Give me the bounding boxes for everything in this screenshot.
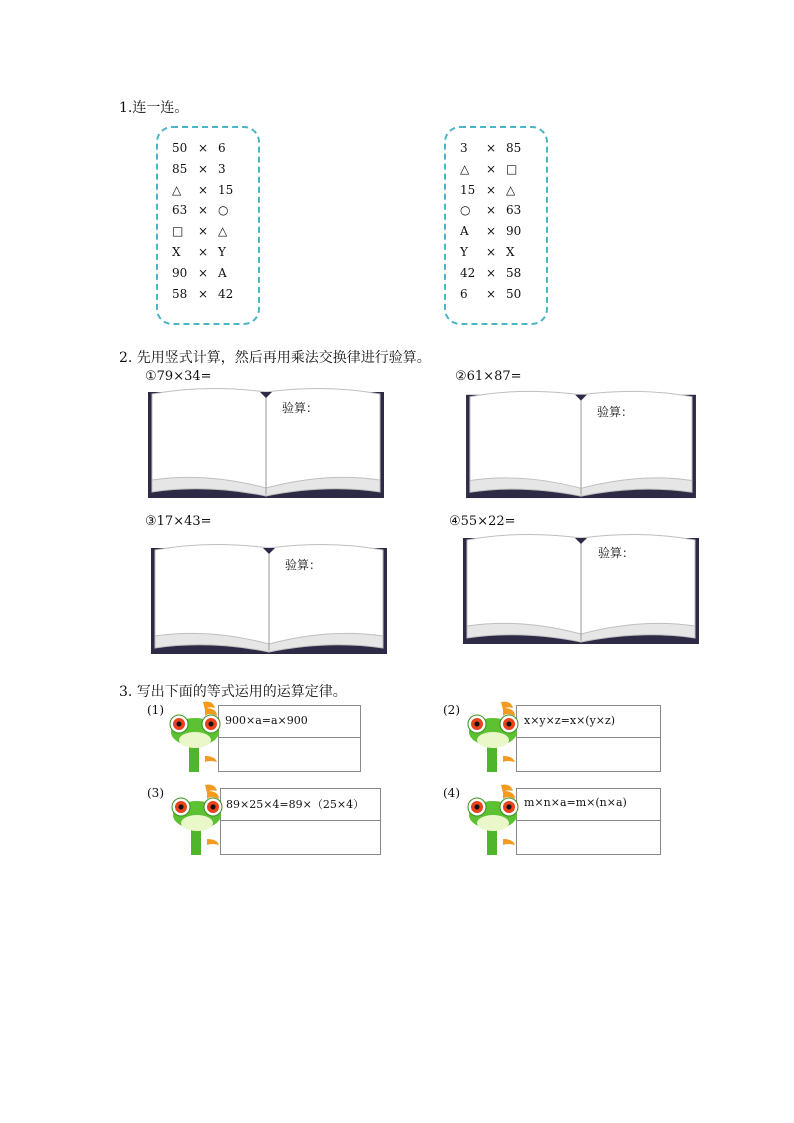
left-pair-7[interactable]: [172, 263, 258, 284]
problem-2-label: ②61×87=: [455, 369, 522, 384]
item-3-number: (3): [147, 786, 164, 800]
check-label-3: 验算：: [285, 558, 322, 572]
right-pair-8[interactable]: [460, 284, 546, 305]
pair-op: ×: [486, 182, 497, 197]
pair-a: 58: [172, 286, 188, 301]
pair-b: ○: [218, 203, 229, 218]
pair-a: 50: [172, 141, 188, 155]
item-3-equation: 89×25×4=89×（25×4）: [226, 798, 365, 811]
item-2-equation: x×y×z=x×(y×z): [524, 714, 616, 727]
right-pair-4[interactable]: [460, 200, 546, 221]
pair-b: 90: [506, 224, 522, 239]
right-pair-7[interactable]: [460, 263, 546, 284]
box-divider: [517, 820, 660, 821]
box-divider: [517, 737, 660, 738]
pair-a: 85: [172, 161, 188, 176]
pair-op: ×: [198, 182, 209, 197]
check-label-1: 验算：: [282, 401, 319, 415]
pair-a: 15: [460, 182, 476, 197]
left-pair-list: [172, 138, 258, 304]
frog-icon: [167, 783, 227, 859]
pair-b: 6: [218, 141, 226, 155]
box-divider: [221, 820, 380, 821]
item-4-number: (4): [443, 786, 460, 800]
book-4-image[interactable]: [458, 530, 704, 646]
item-4-equation: m×n×a=m×(n×a): [524, 796, 627, 809]
right-pair-1[interactable]: [460, 138, 546, 159]
pair-a: X: [172, 244, 181, 259]
pair-b: 50: [506, 286, 522, 301]
q2-heading: 2. 先用竖式计算，然后再用乘法交换律进行验算。: [119, 350, 431, 366]
pair-op: ×: [486, 244, 497, 259]
book-3-image[interactable]: [146, 540, 392, 656]
book-1-image[interactable]: [142, 384, 390, 500]
pair-b: 3: [218, 161, 226, 176]
pair-op: ×: [486, 203, 497, 218]
left-pair-2[interactable]: [172, 159, 258, 180]
right-pair-3[interactable]: [460, 180, 546, 201]
pair-a: △: [172, 182, 182, 197]
box-divider: [219, 737, 360, 738]
right-pair-6[interactable]: [460, 242, 546, 263]
pair-a: ○: [460, 203, 471, 218]
pair-op: ×: [486, 161, 497, 176]
q1-heading: 1.连一连。: [119, 100, 189, 116]
check-label-4: 验算：: [598, 546, 635, 560]
pair-a: 90: [172, 265, 188, 280]
pair-op: ×: [198, 244, 209, 259]
item-2-number: (2): [443, 703, 460, 717]
pair-op: ×: [198, 161, 209, 176]
pair-op: ×: [198, 286, 209, 301]
check-label-2: 验算：: [597, 405, 634, 419]
pair-b: □: [506, 161, 518, 176]
pair-op: ×: [486, 141, 497, 155]
pair-b: 58: [506, 265, 522, 280]
left-pair-3[interactable]: [172, 180, 258, 201]
pair-b: A: [218, 265, 227, 280]
pair-b: △: [218, 224, 228, 239]
pair-a: □: [172, 224, 184, 239]
pair-a: 6: [460, 286, 468, 301]
pair-op: ×: [486, 265, 497, 280]
item-1-equation: 900×a=a×900: [225, 714, 308, 727]
frog-icon: [463, 700, 523, 776]
pair-a: 42: [460, 265, 476, 280]
pair-op: ×: [486, 224, 497, 239]
pair-b: Y: [218, 244, 226, 259]
problem-4-label: ④55×22=: [449, 514, 516, 529]
pair-a: A: [460, 224, 469, 239]
pair-b: 63: [506, 203, 522, 218]
pair-op: ×: [486, 286, 497, 301]
left-pair-6[interactable]: [172, 242, 258, 263]
right-pair-list: [460, 138, 546, 304]
pair-b: 85: [506, 141, 522, 155]
left-pair-5[interactable]: [172, 221, 258, 242]
pair-a: Y: [460, 244, 468, 259]
frog-icon: [165, 700, 225, 776]
pair-op: ×: [198, 141, 209, 155]
pair-a: △: [460, 161, 470, 176]
left-pair-8[interactable]: [172, 284, 258, 305]
pair-b: 15: [218, 182, 234, 197]
pair-op: ×: [198, 224, 209, 239]
left-pair-1[interactable]: [172, 138, 258, 159]
pair-b: △: [506, 182, 516, 197]
q3-heading: 3. 写出下面的等式运用的运算定律。: [119, 684, 347, 700]
problem-1-label: ①79×34=: [145, 369, 212, 384]
book-2-image[interactable]: [458, 387, 704, 500]
right-pair-5[interactable]: [460, 221, 546, 242]
pair-a: 3: [460, 141, 468, 155]
pair-b: 42: [218, 286, 234, 301]
pair-a: 63: [172, 203, 188, 218]
right-pair-2[interactable]: [460, 159, 546, 180]
pair-op: ×: [198, 203, 209, 218]
item-1-number: (1): [147, 703, 164, 717]
problem-3-label: ③17×43=: [145, 514, 212, 529]
left-pair-4[interactable]: [172, 200, 258, 221]
pair-op: ×: [198, 265, 209, 280]
frog-icon: [463, 783, 523, 859]
pair-b: X: [506, 244, 515, 259]
